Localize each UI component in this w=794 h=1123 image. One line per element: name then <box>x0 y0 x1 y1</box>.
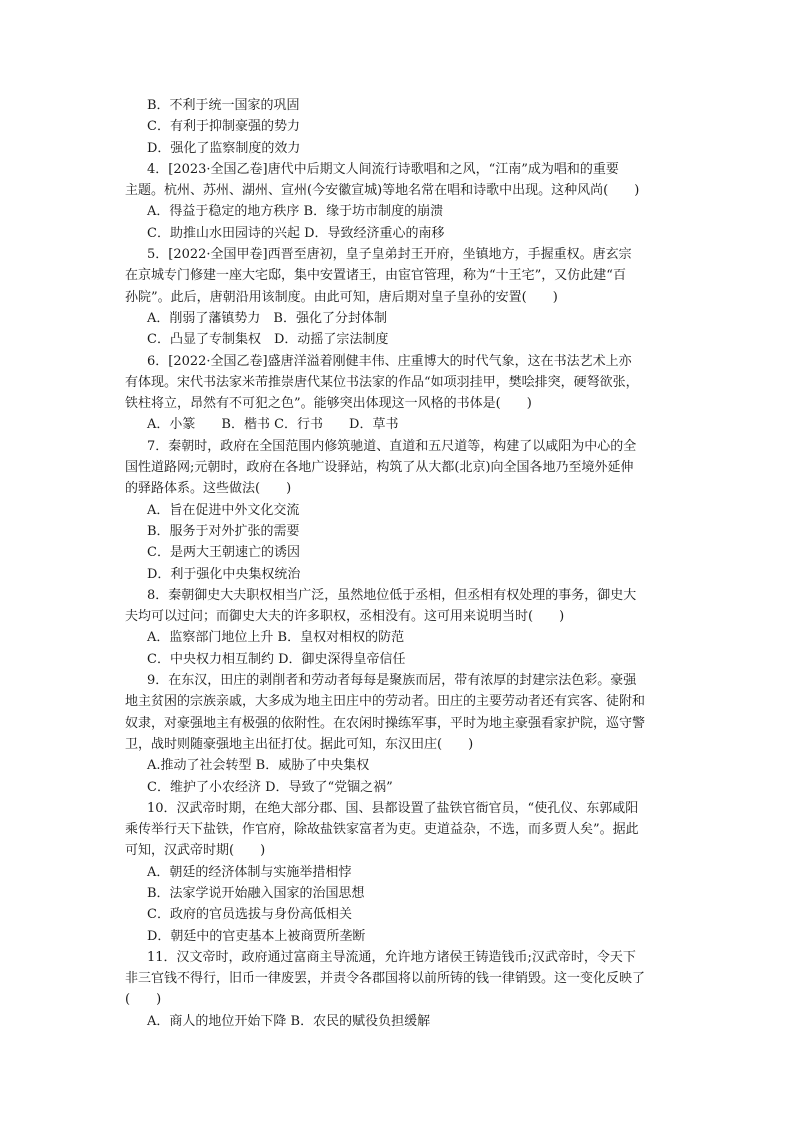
answer-option: C．维护了小农经济 D．导致了“党锢之祸” <box>147 779 393 795</box>
answer-option: B．法家学说开始融入国家的治国思想 <box>147 885 365 901</box>
question-text-line: 铁柱将立，昂然有不可犯之色”。能够突出体现这一风格的书体是( ) <box>125 396 532 412</box>
question-text-line: 乘传举行天下盐铁，作官府，除故盐铁家富者为吏。吏道益杂，不选，而多贾人矣”。据此 <box>125 822 639 838</box>
question-stem-line: 8．秦朝御史大夫职权相当广泛，虽然地位低于丞相，但丞相有权处理的事务，御史大 <box>147 587 637 603</box>
question-text-line: 主题。杭州、苏州、湖州、宣州(今安徽宣城)等地名常在唱和诗歌中出现。这种风尚( ) <box>125 183 640 199</box>
answer-option: C．政府的官员选拔与身份高低相关 <box>147 907 352 923</box>
question-text-line: 的驿路体系。这些做法( ) <box>125 481 292 497</box>
question-text-line: 可知，汉武帝时期( ) <box>125 843 266 859</box>
answer-option: A．旨在促进中外文化交流 <box>147 502 300 518</box>
answer-option: D．利于强化中央集权统治 <box>147 566 301 582</box>
question-text-line: ( ) <box>125 992 162 1008</box>
answer-option: A．小篆 B．楷书 C．行书 D．草书 <box>147 417 399 433</box>
question-text-line: 奴隶，对豪强地主有极强的依附性。在农闲时操练军事，平时为地主豪强看家护院，巡守警 <box>125 715 646 731</box>
answer-option: D．强化了监察制度的效力 <box>147 140 301 156</box>
answer-option: A．得益于稳定的地方秩序 B．缘于坊市制度的崩溃 <box>147 204 444 220</box>
answer-option: D．朝廷中的官吏基本上被商贾所垄断 <box>147 928 366 944</box>
question-text-line: 非三官钱不得行，旧币一律废罢，并责令各郡国将以前所铸的钱一律销毁。这一变化反映了 <box>125 971 646 987</box>
question-stem-line: 5．[2022·全国甲卷]西晋至唐初，皇子皇弟封王开府，坐镇地方，手握重权。唐玄宗 <box>147 247 632 263</box>
question-text-line: 有体现。宋代书法家米芾推崇唐代某位书法家的作品“如项羽挂甲，樊哙排突，硬弩欲张， <box>125 374 639 390</box>
answer-option: C．凸显了专制集权 D．动摇了宗法制度 <box>147 332 389 348</box>
question-stem-line: 10．汉武帝时期，在绝大部分郡、国、县都设置了盐铁官衙官员，“使孔仪、东郭咸阳 <box>147 800 639 816</box>
question-stem-line: 4．[2023·全国乙卷]唐代中后期文人间流行诗歌唱和之风，“江南”成为唱和的重要 <box>147 161 619 177</box>
answer-option: C．有利于抑制豪强的势力 <box>147 119 300 135</box>
answer-option: B．服务于对外扩张的需要 <box>147 523 300 539</box>
answer-option: A．朝廷的经济体制与实施举措相悖 <box>147 864 352 880</box>
question-text-line: 地主贫困的宗族亲戚，大多成为地主田庄中的劳动者。田庄的主要劳动者还有宾客、徒附和 <box>125 694 646 710</box>
answer-option: B．不利于统一国家的巩固 <box>147 98 300 113</box>
answer-option: C．助推山水田园诗的兴起 D．导致经济重心的南移 <box>147 225 445 241</box>
answer-option: A.推动了社会转型 B．威胁了中央集权 <box>147 758 370 774</box>
question-text-body <box>125 95 670 1032</box>
answer-option: A．削弱了藩镇势力 B．强化了分封体制 <box>147 310 387 326</box>
question-text-line: 国性道路网;元朝时，政府在各地广设驿站，构筑了从大都(北京)向全国各地乃至境外延伸 <box>125 460 634 476</box>
question-text-line: 卫，战时则随豪强地主出征打仗。据此可知，东汉田庄( ) <box>125 736 474 752</box>
question-stem-line: 6．[2022·全国乙卷]盛唐洋溢着刚健丰伟、庄重博大的时代气象，这在书法艺术上亦 <box>147 353 632 369</box>
answer-option: A．监察部门地位上升 B．皇权对相权的防范 <box>147 630 405 646</box>
question-text-line: 孙院”。此后，唐朝沿用该制度。由此可知，唐后期对皇子皇孙的安置( ) <box>125 289 558 305</box>
answer-option: A．商人的地位开始下降 B．农民的赋役负担缓解 <box>147 1013 431 1029</box>
question-text-line: 在京城专门修建一座大宅邸，集中安置诸王，由宦官管理，称为“十王宅”，又仿此建“百 <box>125 268 626 284</box>
question-stem-line: 11．汉文帝时，政府通过富商主导流通，允许地方诸侯王铸造钱币;汉武帝时，令天下 <box>147 949 636 965</box>
question-stem-line: 9．在东汉，田庄的剥削者和劳动者每每是聚族而居，带有浓厚的封建宗法色彩。豪强 <box>147 673 637 689</box>
answer-option: C．中央权力相互制约 D．御史深得皇帝信任 <box>147 651 406 667</box>
question-stem-line: 7．秦朝时，政府在全国范围内修筑驰道、直道和五尺道等，构建了以咸阳为中心的全 <box>147 438 637 454</box>
answer-option: C．是两大王朝速亡的诱因 <box>147 545 300 561</box>
question-text-line: 夫均可以过问；而御史大夫的许多职权，丞相没有。这可用来说明当时( ) <box>125 609 565 625</box>
